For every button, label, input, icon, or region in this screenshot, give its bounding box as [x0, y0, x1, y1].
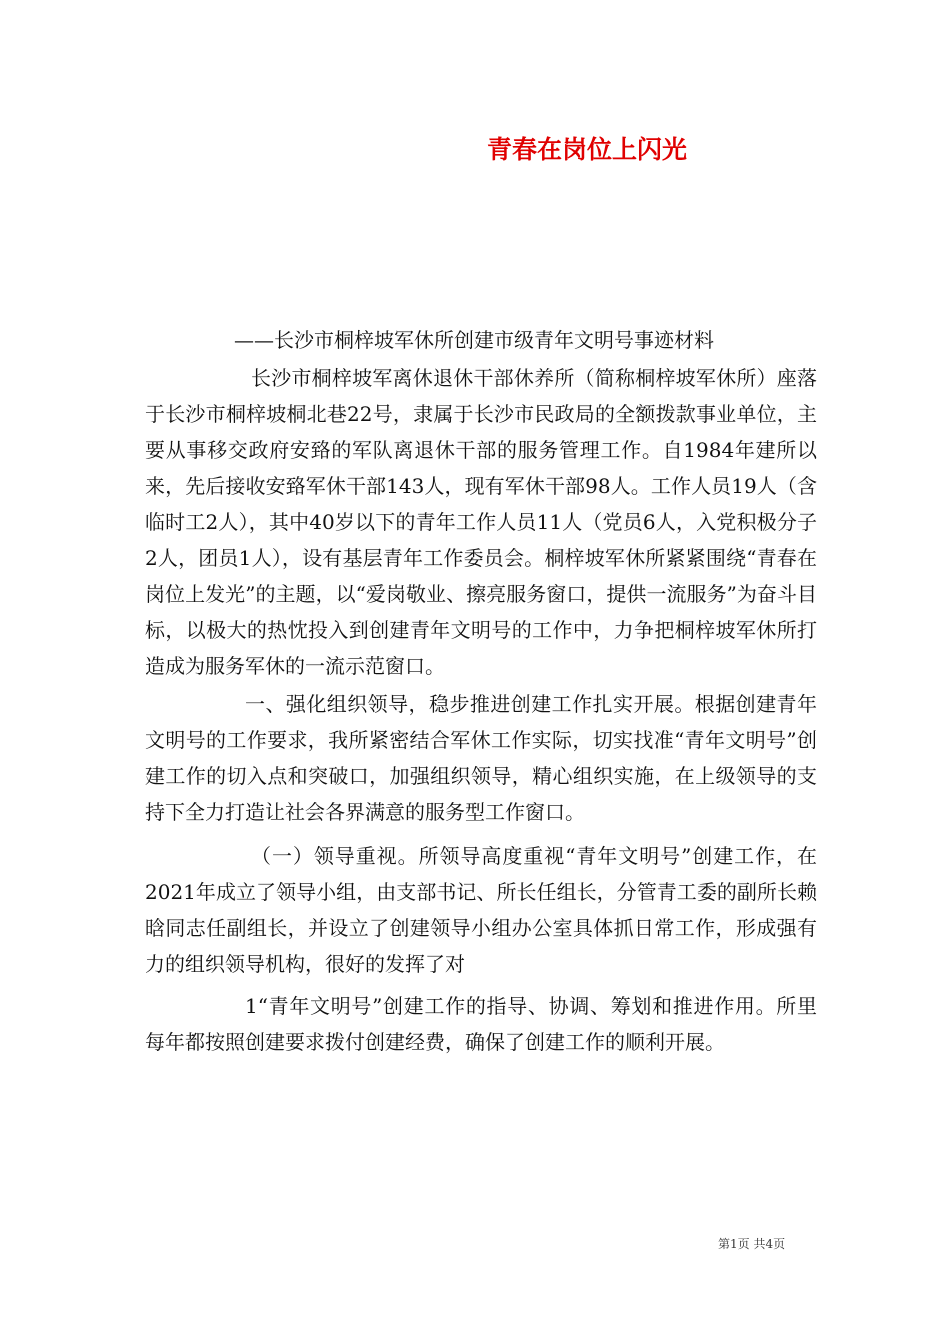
paragraph-section-1: 一、强化组织领导，稳步推进创建工作扎实开展。根据创建青年文明号的工作要求，我所紧密结合军休工作实际，切实找准“青年文明号”创建工作的切入点和突破口，加强组织领导，精心组织实施，在上级领导的支持下全力打造让社会各界满意的服务型工作窗口。 [145, 692, 817, 824]
paragraph-subsection-1: （一）领导重视。所领导高度重视“青年文明号”创建工作，在2021年成立了领导小组，由支部书记、所长任组长，分管青工委的副所长赖晗同志任副组长，并设立了创建领导小组办公室具体抓日常工作，形成强有力的组织领导机构，很好的发挥了对 [145, 844, 817, 976]
document-title: 青春在岗位上闪光 [487, 135, 688, 164]
paragraph-continuation: 1“青年文明号”创建工作的指导、协调、筹划和推进作用。所里每年都按照创建要求拨付创建经费，确保了创建工作的顺利开展。 [145, 994, 817, 1054]
document-body [145, 360, 817, 1060]
page-number-footer: 第1页 共4页 [718, 1237, 786, 1251]
paragraph-intro: 长沙市桐梓坡军离休退休干部休养所（简称桐梓坡军休所）座落于长沙市桐梓坡桐北巷22号，隶属于长沙市民政局的全额拨款事业单位，主要从事移交政府安臵的军队离退休干部的服务管理工作。自1984年建所以来，先后接收安臵军休干部143人，现有军休干部98人。工作人员19人（含临时工2人），其中40岁以下的青年工作人员11人（党员6人，入党积极分子2人，团员1人），设有基层青年工作委员会。桐梓坡军休所紧紧围绕“青春在岗位上发光”的主题，以“爱岗敬业、擦亮服务窗口，提供一流服务”为奋斗目标，以极大的热忱投入到创建青年文明号的工作中，力争把桐梓坡军休所打造成为服务军休的一流示范窗口。 [145, 366, 817, 678]
document-subtitle: ——长沙市桐梓坡军休所创建市级青年文明号事迹材料 [234, 328, 714, 352]
